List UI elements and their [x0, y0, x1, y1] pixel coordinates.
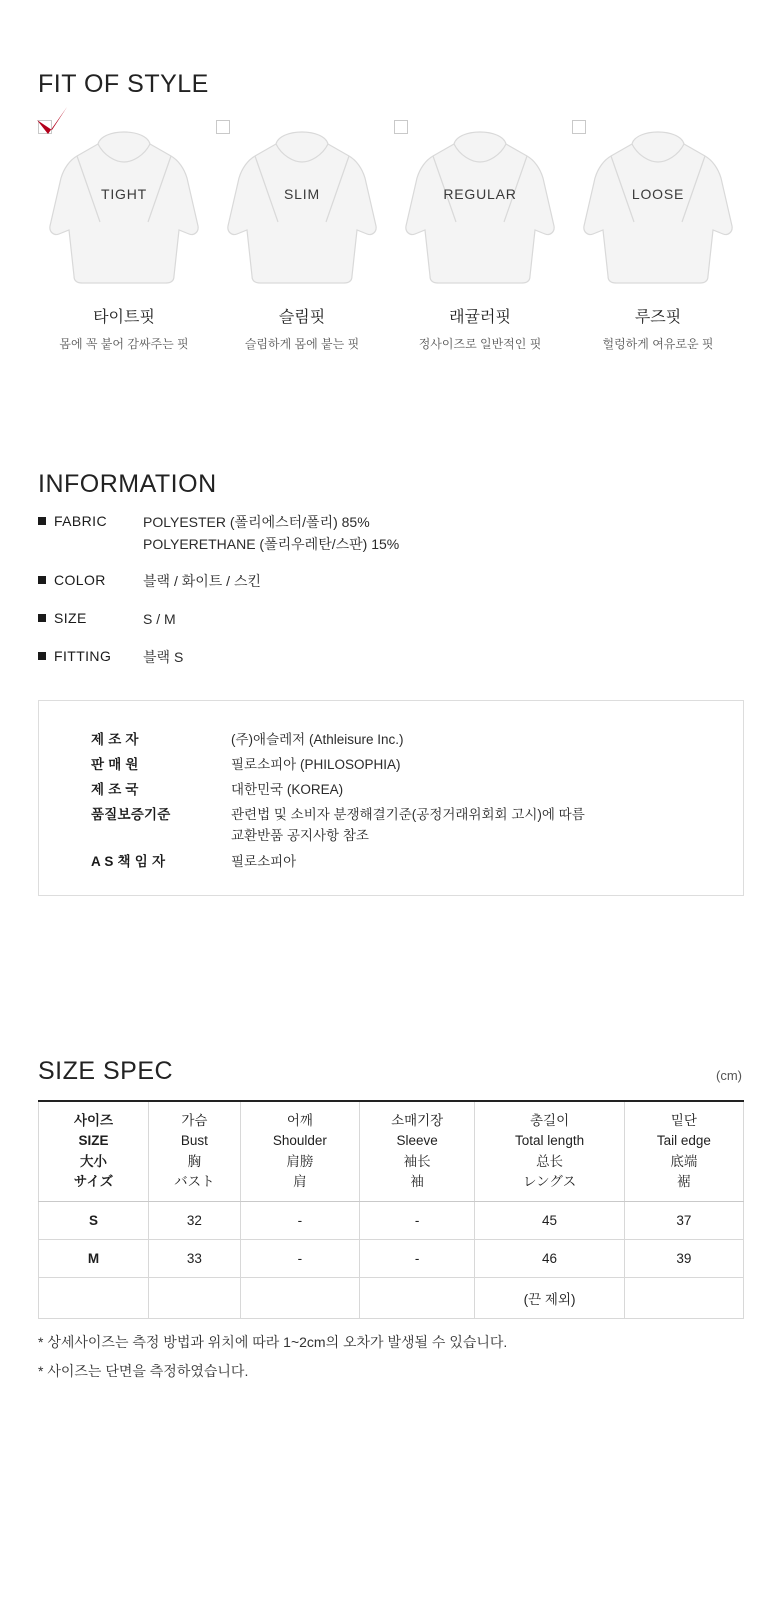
- size-spec-title: SIZE SPEC: [38, 1057, 174, 1085]
- manufacturer-key: 판 매 원: [91, 756, 139, 772]
- table-cell-bust: [149, 1278, 241, 1319]
- manufacturer-key: 제 조 국: [91, 781, 139, 797]
- table-cell-bust: 32: [149, 1202, 241, 1240]
- manufacturer-value-line: 교환반품 공지사항 참조: [231, 828, 369, 844]
- fit-desc-slim: 슬림하게 몸에 붙는 핏: [244, 337, 360, 351]
- information-row-color: [38, 571, 738, 593]
- fit-name-loose: 루즈핏: [634, 309, 682, 326]
- manufacturer-value-line: 관련법 및 소비자 분쟁해결기준(공정거래위회회 고시)에 따름: [231, 806, 585, 822]
- table-cell-total-length-note: (끈 제외): [475, 1278, 624, 1319]
- shirt-illustration-tight: [38, 126, 210, 286]
- information-list: [38, 512, 738, 684]
- color-line-1: 블랙 / 화이트 / 스킨: [143, 573, 262, 590]
- information-key-label: FABRIC: [54, 513, 107, 529]
- fabric-line-1: POLYESTER (폴리에스터/폴리) 85%: [143, 514, 370, 530]
- fit-option-tight[interactable]: [38, 120, 210, 352]
- bullet-square-icon: [38, 614, 46, 622]
- table-cell-shoulder: [240, 1278, 359, 1319]
- information-title: INFORMATION: [38, 470, 217, 498]
- manufacturer-value-line: 필로소피아: [231, 854, 297, 870]
- shirt-illustration-slim: [216, 126, 388, 286]
- information-key-size: [38, 609, 143, 626]
- table-header-cell-shoulder: 어깨 Shoulder 肩膀 肩: [240, 1101, 359, 1202]
- information-key-label: FITTING: [54, 647, 112, 664]
- size-line-1: S / M: [143, 611, 176, 628]
- table-cell-shoulder: -: [240, 1240, 359, 1278]
- bullet-square-icon: [38, 652, 46, 660]
- table-cell-size: S: [39, 1202, 149, 1240]
- information-key-color: [38, 571, 143, 588]
- information-row-fabric: [38, 512, 738, 555]
- table-header-cell-sleeve: 소매기장 Sleeve 袖长 袖: [359, 1101, 474, 1202]
- table-cell-sleeve: -: [359, 1240, 474, 1278]
- manufacturer-value: [231, 851, 296, 873]
- manufacturer-key: A S 책 임 자: [91, 854, 166, 870]
- fit-tag-loose: LOOSE: [631, 186, 685, 202]
- fit-of-style-title: FIT OF STYLE: [38, 70, 209, 98]
- table-header-cell-total-length: 총길이 Total length 总长 レングス: [475, 1101, 624, 1202]
- manufacturer-value: [231, 804, 585, 848]
- fit-desc-tight: 몸에 꼭 붙어 감싸주는 핏: [59, 337, 189, 351]
- manufacturer-key: 품질보증기준: [91, 806, 171, 822]
- information-key-fabric: [38, 512, 143, 529]
- information-value-size: [143, 609, 176, 631]
- fit-desc-regular: 정사이즈로 일반적인 핏: [418, 337, 542, 351]
- shirt-illustration-regular: [394, 126, 566, 286]
- size-spec-notes: [38, 1328, 507, 1387]
- manufacturer-value: [231, 729, 403, 751]
- fit-desc-loose: 헐렁하게 여유로운 핏: [602, 337, 714, 351]
- fit-option-loose[interactable]: [572, 120, 744, 352]
- bullet-square-icon: [38, 576, 46, 584]
- fit-option-regular[interactable]: [394, 120, 566, 352]
- fit-name-slim: 슬림핏: [278, 309, 326, 326]
- information-key-label: SIZE: [54, 610, 87, 627]
- manufacturer-value: [231, 754, 400, 776]
- bullet-square-icon: [38, 517, 46, 525]
- table-cell-sleeve: [359, 1278, 474, 1319]
- table-row: [39, 1202, 744, 1240]
- fit-name-regular: 래귤러핏: [449, 309, 511, 326]
- information-value-fabric: [143, 512, 399, 555]
- table-cell-total-length: 46: [475, 1240, 624, 1278]
- fabric-line-2: POLYERETHANE (폴리우레탄/스판) 15%: [143, 535, 400, 552]
- table-cell-size: [39, 1278, 149, 1319]
- manufacturer-value-line: 대한민국 (KOREA): [231, 781, 344, 797]
- table-cell-total-length: 45: [475, 1202, 624, 1240]
- shirt-illustration-loose: [572, 126, 744, 286]
- manufacturer-row-maker: [91, 729, 743, 751]
- manufacturer-value: [231, 779, 343, 801]
- manufacturer-row-as: [91, 851, 743, 873]
- manufacturer-value-line: 필로소피아 (PHILOSOPHIA): [231, 756, 401, 772]
- size-spec-note-1: * 상세사이즈는 측정 방법과 위치에 따라 1~2cm의 오차가 발생될 수 있습니다.: [38, 1334, 508, 1350]
- fitting-line-1: 블랙 S: [143, 648, 184, 665]
- table-header-cell-bust: 가슴 Bust 胸 バスト: [149, 1101, 241, 1202]
- information-key-label: COLOR: [54, 572, 106, 589]
- table-cell-shoulder: -: [240, 1202, 359, 1240]
- information-row-size: [38, 609, 738, 631]
- fit-tag-regular: REGULAR: [443, 186, 517, 202]
- manufacturer-info-box: [38, 700, 744, 896]
- information-row-fitting: [38, 647, 738, 669]
- manufacturer-row-country: [91, 779, 743, 801]
- fit-tag-slim: SLIM: [284, 186, 320, 202]
- table-row: [39, 1240, 744, 1278]
- table-header-row: [39, 1101, 744, 1202]
- size-spec-table: [38, 1100, 744, 1319]
- table-cell-size: M: [39, 1240, 149, 1278]
- information-value-color: [143, 571, 261, 593]
- manufacturer-row-quality: [91, 804, 743, 848]
- fit-tag-tight: TIGHT: [101, 186, 147, 202]
- information-value-fitting: [143, 647, 183, 669]
- information-key-fitting: [38, 647, 143, 664]
- fit-name-tight: 타이트핏: [93, 309, 155, 326]
- table-row: [39, 1278, 744, 1319]
- table-cell-tail-edge: 37: [624, 1202, 743, 1240]
- size-spec-note-2: * 사이즈는 단면을 측정하였습니다.: [38, 1363, 249, 1380]
- manufacturer-value-line: (주)애슬레저 (Athleisure Inc.): [231, 732, 404, 747]
- table-cell-sleeve: -: [359, 1202, 474, 1240]
- table-cell-tail-edge: 39: [624, 1240, 743, 1278]
- table-header-cell-tail-edge: 밑단 Tail edge 底端 裾: [624, 1101, 743, 1202]
- fit-option-slim[interactable]: [216, 120, 388, 352]
- fit-of-style-options: [38, 120, 744, 352]
- table-cell-bust: 33: [149, 1240, 241, 1278]
- table-header-cell-size: 사이즈 SIZE 大小 サイズ: [39, 1101, 149, 1202]
- table-cell-tail-edge: [624, 1278, 743, 1319]
- size-spec-unit: (cm): [716, 1068, 742, 1083]
- manufacturer-row-seller: [91, 754, 743, 776]
- manufacturer-key: 제 조 자: [91, 732, 139, 747]
